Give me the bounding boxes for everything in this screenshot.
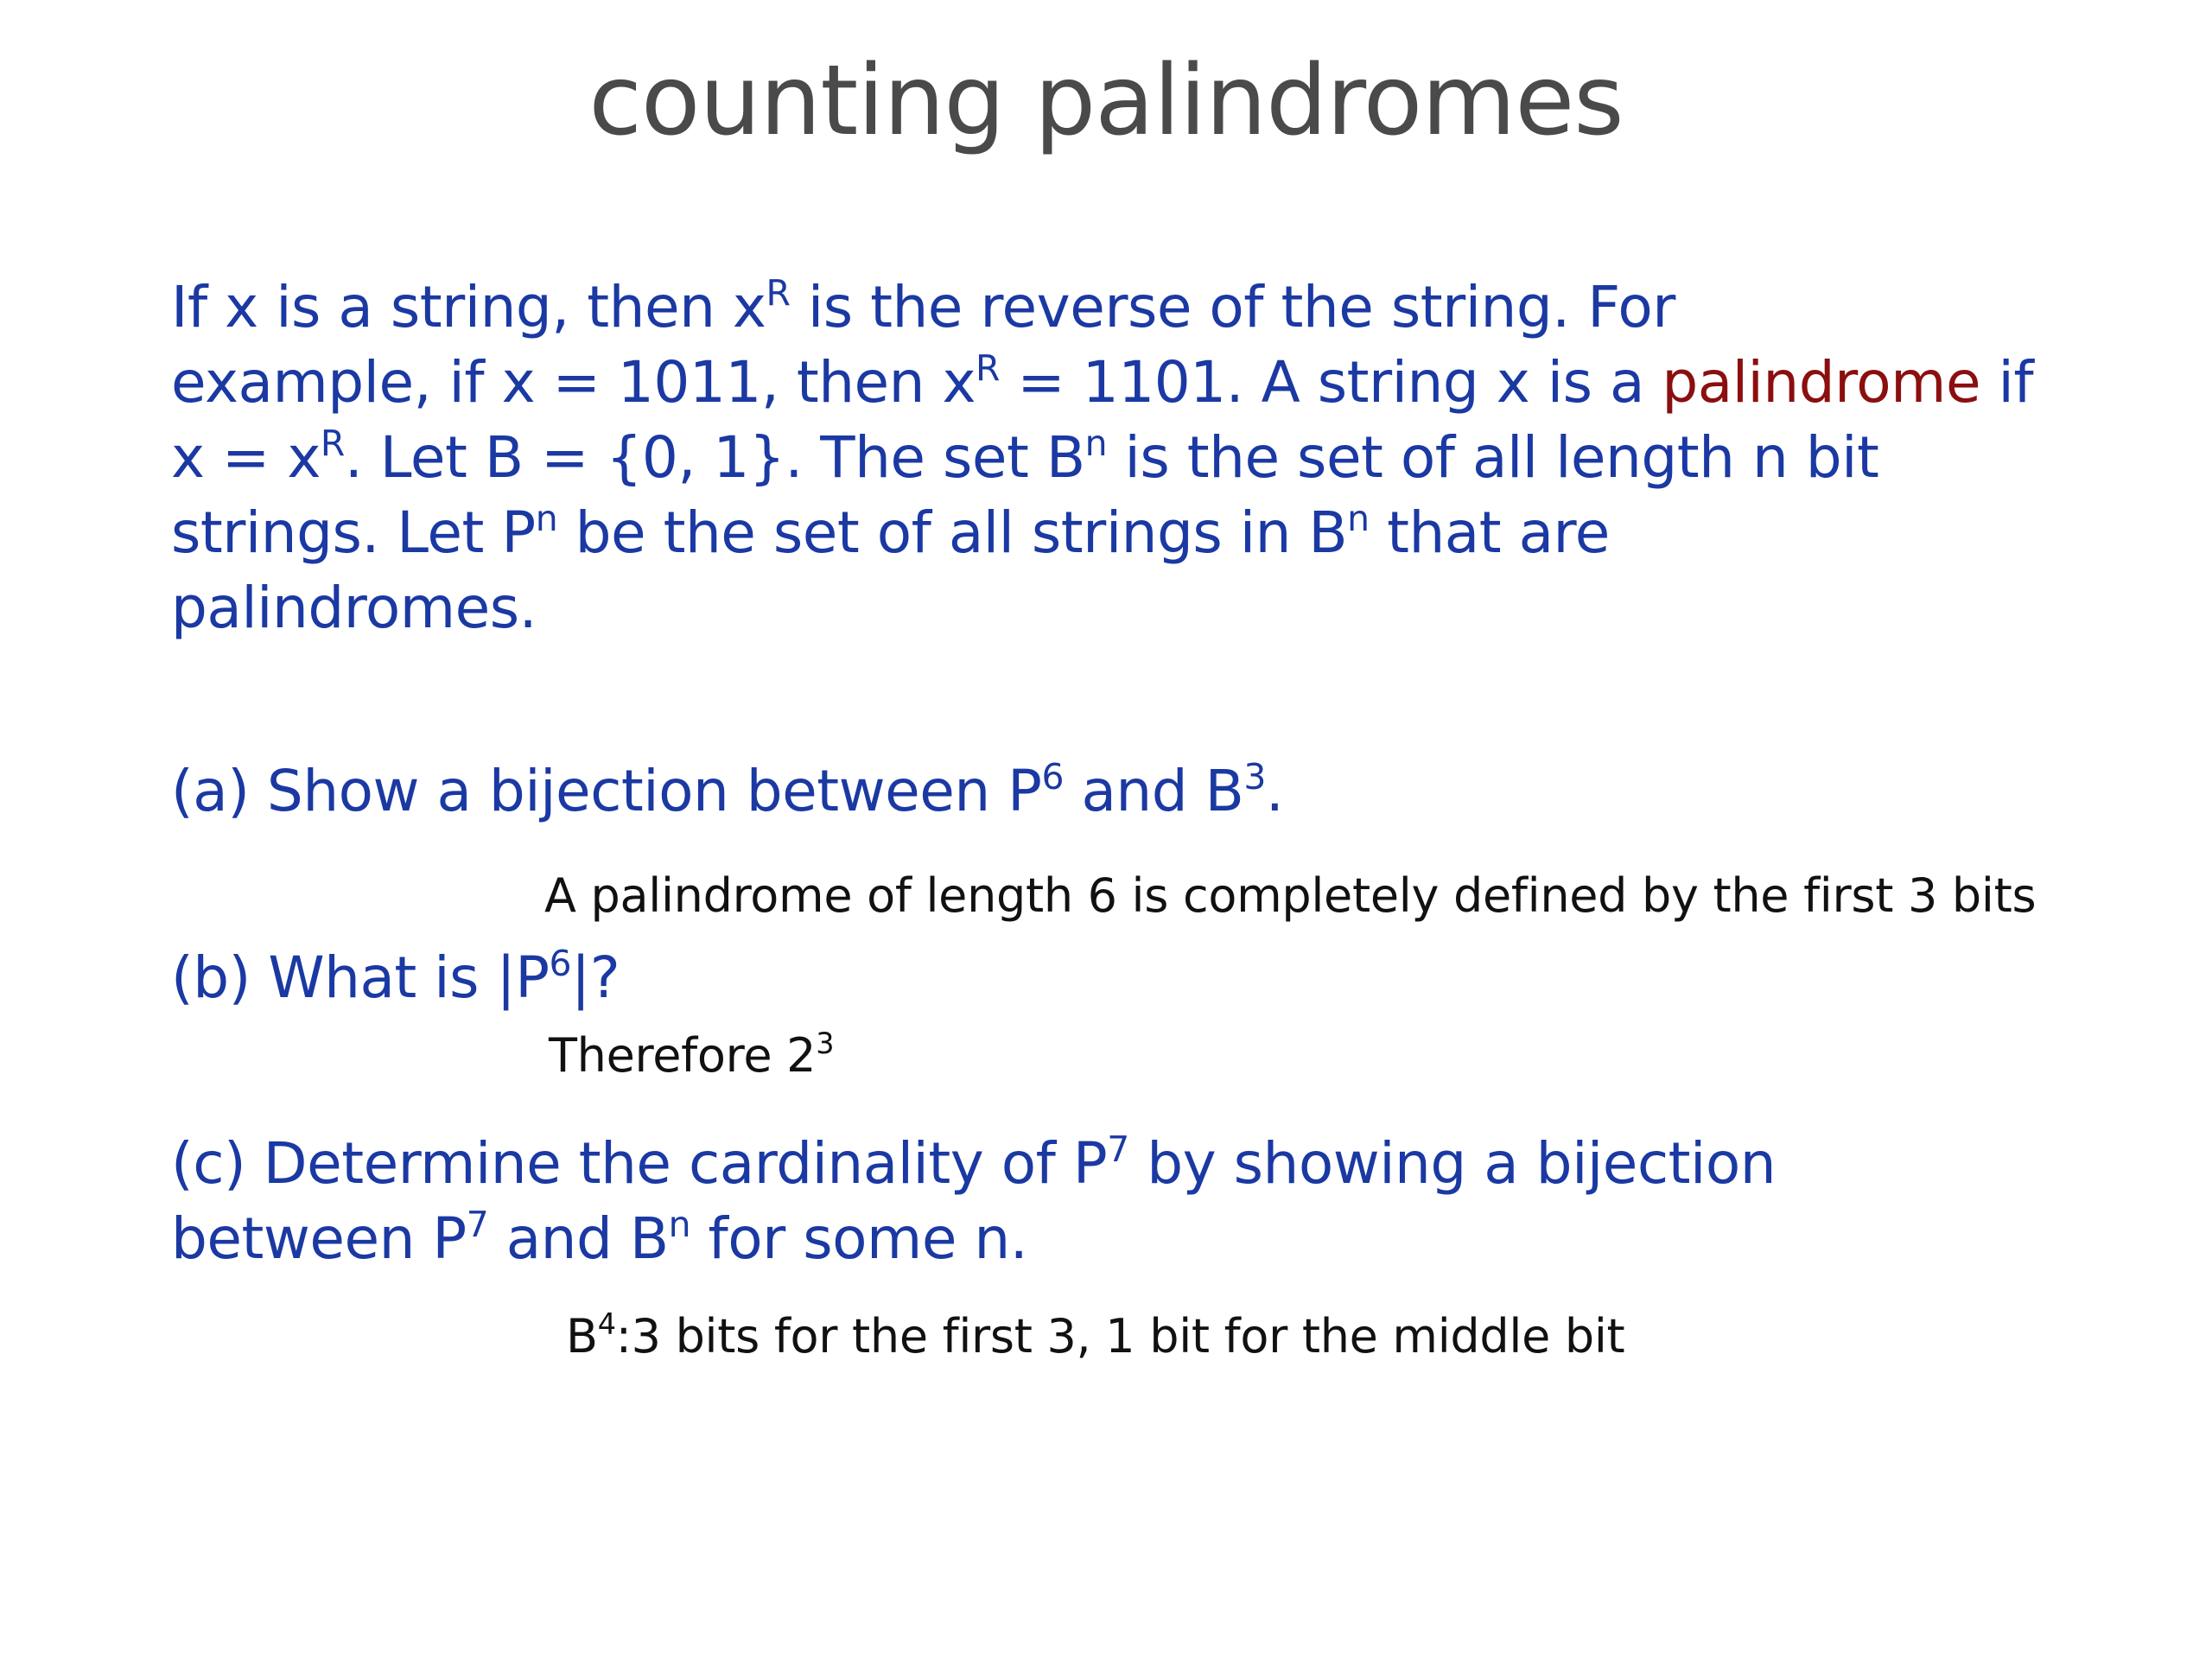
intro-text: that are: [1369, 499, 1610, 566]
question-c-line-2: [171, 1201, 1776, 1276]
question-text: by showing a bijection: [1128, 1130, 1777, 1197]
intro-text: if: [1980, 349, 2034, 416]
superscript: 6: [1041, 755, 1064, 798]
question-text: |?: [571, 944, 620, 1011]
answer-text: B: [566, 1309, 598, 1363]
answer-text: :3 bits for the first 3, 1 bit for the middle bit: [615, 1309, 1625, 1363]
question-text: and B: [488, 1205, 669, 1272]
intro-text: is the set of all length n bit: [1107, 424, 1879, 491]
answer-text: Therefore 2: [549, 1028, 817, 1083]
answer-a: A palindrome of length 6 is completely defined by the first 3 bits: [544, 868, 2037, 923]
superscript: n: [1084, 422, 1108, 464]
question-a: [171, 753, 1283, 829]
intro-line-5: palindromes.: [171, 575, 537, 641]
intro-text: be the set of all strings in B: [557, 499, 1348, 566]
question-text: (b) What is |P: [171, 944, 550, 1011]
superscript: n: [1347, 497, 1370, 539]
superscript: R: [976, 346, 1000, 389]
intro-text: is the reverse of the string. For: [790, 274, 1675, 340]
palindrome-keyword: palindrome: [1662, 349, 1981, 416]
superscript: n: [668, 1203, 691, 1245]
intro-paragraph: [171, 270, 2089, 645]
intro-text: . Let B = {0, 1}. The set B: [344, 424, 1085, 491]
superscript: R: [320, 422, 345, 464]
intro-text: If x is a string, then x: [171, 274, 766, 340]
slide-title: counting palindromes: [588, 45, 1624, 157]
intro-line-2: [171, 345, 2089, 420]
intro-text: strings. Let P: [171, 499, 536, 566]
question-text: between P: [171, 1205, 467, 1272]
question-text: (c) Determine the cardinality of P: [171, 1130, 1108, 1197]
superscript: R: [766, 271, 791, 314]
intro-line-1: [171, 270, 2089, 345]
question-c-line-1: [171, 1126, 1776, 1201]
superscript: 7: [466, 1203, 489, 1245]
superscript: 6: [549, 942, 572, 984]
superscript: n: [535, 497, 558, 539]
answer-c: [566, 1309, 1624, 1363]
intro-text: example, if x = 1011, then x: [171, 349, 976, 416]
question-text: (a) Show a bijection between P: [171, 758, 1042, 824]
superscript: 7: [1107, 1128, 1129, 1170]
question-b: [171, 940, 620, 1015]
question-text: and B: [1063, 758, 1244, 824]
intro-text: = 1101. A string x is a: [999, 349, 1662, 416]
question-c: [171, 1126, 1776, 1276]
intro-line-4: [171, 495, 2089, 570]
question-text: .: [1265, 758, 1284, 824]
intro-text: x = x: [171, 424, 321, 491]
intro-line-3: [171, 420, 2089, 495]
superscript: 3: [1243, 755, 1266, 798]
question-text: for some n.: [690, 1205, 1028, 1272]
superscript: 4: [597, 1307, 616, 1342]
superscript: 3: [816, 1027, 835, 1061]
answer-b: [549, 1028, 834, 1083]
